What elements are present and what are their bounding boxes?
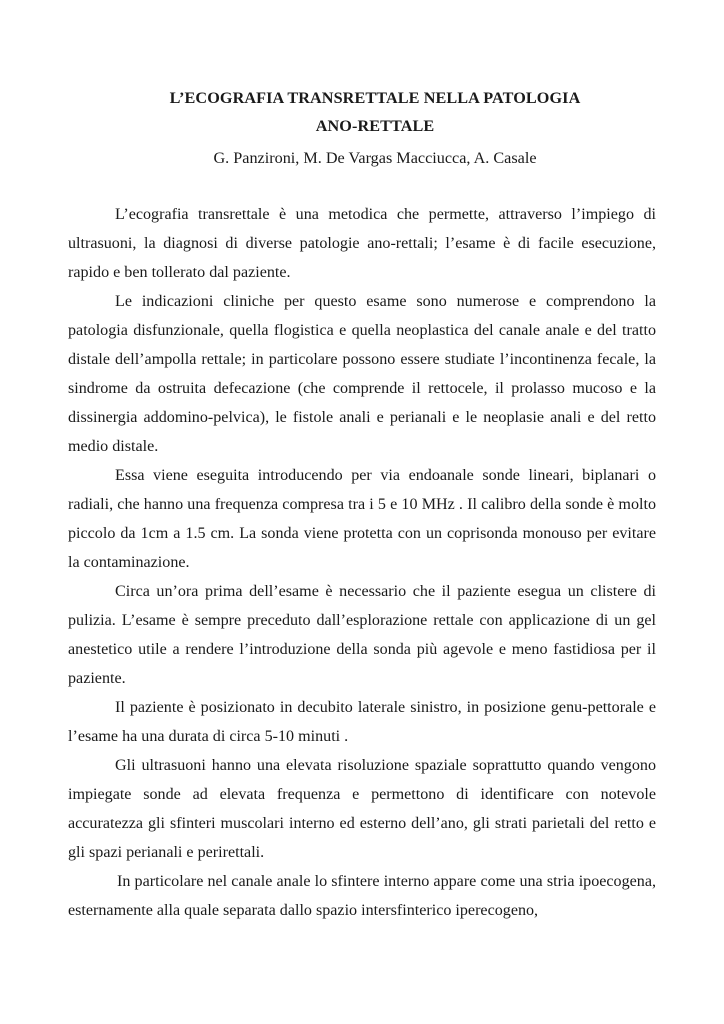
paragraph-1: L’ecografia transrettale è una metodica che permette, attraverso l’impiego di ultrasuoni, la diagnosi di diverse patologie ano-rettali; l’esame è di facile esecuzione, rapido e ben tollerato dal paziente. xyxy=(68,206,656,281)
paragraph-5: Il paziente è posizionato in decubito laterale sinistro, in posizione genu-pettorale e l’esame ha una durata di circa 5-10 minuti . xyxy=(68,699,656,745)
document-authors: G. Panzironi, M. De Vargas Macciucca, A. Casale xyxy=(213,149,537,167)
document-body xyxy=(68,200,656,925)
paragraph-6: Gli ultrasuoni hanno una elevata risoluzione spaziale soprattutto quando vengono impiegate sonde ad elevata frequenza e permettono di identificare con notevole accuratezza gli sfinteri muscolari interno ed esterno dell’ano, gli strati parietali del retto e gli spazi perianali e perirettali. xyxy=(68,757,656,861)
paragraph-4: Circa un’ora prima dell’esame è necessario che il paziente esegua un clistere di pulizia. L’esame è sempre preceduto dall’esplorazione rettale con applicazione di un gel anestetico utile a rendere l’introduzione della sonda più agevole e meno fastidiosa per il paziente. xyxy=(68,583,656,687)
paragraph-3: Essa viene eseguita introducendo per via endoanale sonde lineari, biplanari o radiali, che hanno una frequenza compresa tra i 5 e 10 MHz . Il calibro della sonde è molto piccolo da 1cm a 1.5 cm. La sonda viene protetta con un coprisonda monouso per evitare la contaminazione. xyxy=(68,467,656,571)
document-title-line-2: ANO-RETTALE xyxy=(315,117,435,135)
document-page xyxy=(68,84,656,925)
document-title-line-1: L’ECOGRAFIA TRANSRETTALE NELLA PATOLOGIA xyxy=(169,89,581,107)
paragraph-2: Le indicazioni cliniche per questo esame sono numerose e comprendono la patologia disfunzionale, quella flogistica e quella neoplastica del canale anale e del tratto distale dell’ampolla rettale; in particolare possono essere studiate l’incontinenza fecale, la sindrome da ostruita defecazione (che comprende il rettocele, il prolasso mucoso e la dissinergia addomino-pelvica), le fistole anali e perianali e le neoplasie anali e del retto medio distale. xyxy=(68,293,656,455)
paragraph-7: In particolare nel canale anale lo sfintere interno appare come una stria ipoecogena, esternamente alla quale separata dallo spazio intersfinterico iperecogeno, xyxy=(68,873,656,919)
